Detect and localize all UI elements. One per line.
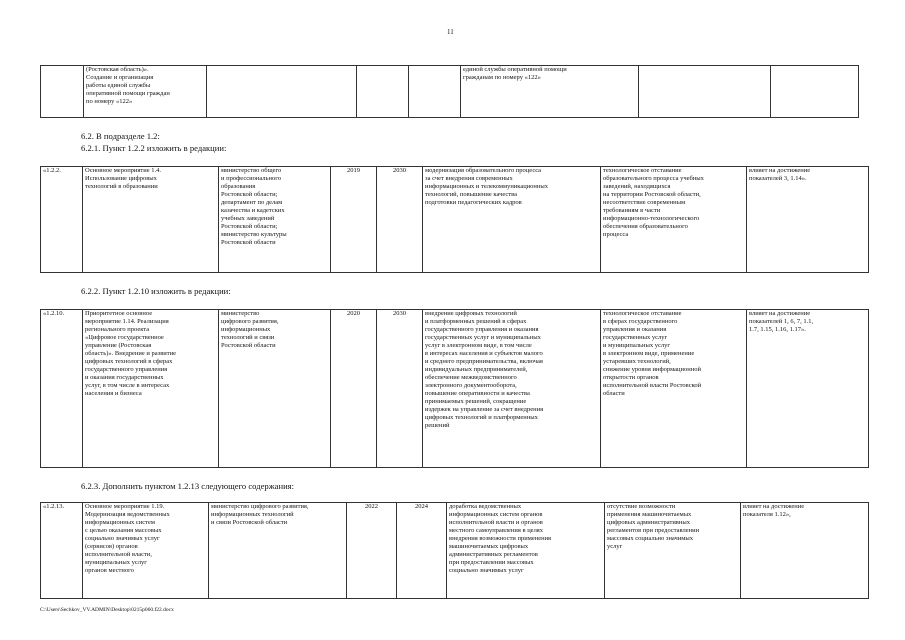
cell-link: влияет на достижение показателей 1, 6, 7, 1.1, 1.7, 1.15, 1.16, 1.17».	[747, 310, 869, 468]
cell-consequence: технологическое отставание образовательного процесса учебных заведений, находящихся на территории Ростовской области, несоответствие современным требованиям в части информационно-технологического обеспечения образовательного процесса	[601, 167, 747, 273]
cell-end-year: 2024	[397, 503, 447, 599]
cell-executor: министерство общего и профессионального образования Ростовской области; департамент по делам казачества и кадетских учебных заведений Ростовской области; министерство культуры Ростовской области	[219, 167, 331, 273]
cell-result: внедрение цифровых технологий и платформенных решений в сферах государственного управления и оказания государственных услуг и муниципальных услуг в электронном виде, в том числе в интересах населения и субъектов малого и среднего предпринимательства, включая индивидуальных предпринимателей, обеспечение межведомственного электронного документооборота, повышение оперативности и качества принимаемых решений, сокращение издержек на управление за счет внедрения цифровых технологий и платформенных решений	[423, 310, 601, 468]
table-row-1-2-10	[40, 309, 869, 468]
table-continuation	[40, 65, 859, 118]
cell-empty	[41, 66, 84, 118]
cell-name: Приоритетное основное мероприятие 1.14. Реализация регионального проекта «Цифровое государственное управление (Ростовская область)». Внедрение и развитие цифровых технологий в сферах государственного управления и оказания государственных услуг, в том числе в интересах населения и бизнеса	[83, 310, 219, 468]
heading-6-2-2: 6.2.2. Пункт 1.2.10 изложить в редакции:	[81, 286, 231, 296]
cell-number: «1.2.10.	[41, 310, 83, 468]
heading-6-2-1: 6.2.1. Пункт 1.2.2 изложить в редакции:	[81, 143, 227, 153]
cell-name: (Ростовская область)». Создание и организация работы единой службы оперативной помощи граждан по номеру «122»	[84, 66, 207, 118]
cell-start-year: 2019	[331, 167, 377, 273]
heading-6-2: 6.2. В подразделе 1.2:	[81, 131, 160, 141]
table-row-1-2-2	[40, 166, 869, 273]
cell-start-year: 2020	[331, 310, 377, 468]
cell-result: модернизация образовательного процесса за счет внедрения современных информационных и телекоммуникационных технологий, повышение качества подготовки педагогических кадров	[423, 167, 601, 273]
cell-consequence: отсутствие возможности применения машиночитаемых цифровых административных регламентов при предоставлении массовых социально значимых услуг	[605, 503, 741, 599]
cell-executor: министерство цифрового развития, информационных технологий и связи Ростовской области	[219, 310, 331, 468]
footer-file-path: C:\Users\Sechkov_VV.ADMIN\Desktop\0215p060.f22.docx	[40, 607, 174, 613]
heading-6-2-3: 6.2.3. Дополнить пунктом 1.2.13 следующего содержания:	[81, 481, 295, 491]
table-row	[41, 503, 869, 599]
cell-name: Основное мероприятие 1.4. Использование цифровых технологий в образовании	[83, 167, 219, 273]
cell-result: доработка ведомственных информационных систем органов исполнительной власти и органов местного самоуправления в целях внедрения возможности применения машиночитаемых цифровых административных регламентов при предоставлении массовых социально значимых услуг	[447, 503, 605, 599]
cell-result: единой службы оперативной помощи гражданам по номеру «122»	[461, 66, 639, 118]
cell-name: Основное мероприятие 1.19. Модернизация ведомственных информационных систем с целью оказания массовых социально значимых услуг (сервисов) органов исполнительной власти, муниципальных услуг органов местного	[83, 503, 209, 599]
table-row-1-2-13	[40, 502, 869, 599]
cell-start-year: 2022	[347, 503, 397, 599]
cell-link: влияет на достижение показателей 3, 1.14».	[747, 167, 869, 273]
cell-end-year: 2030	[377, 310, 423, 468]
table-row	[41, 310, 869, 468]
cell-consequence: технологическое отставание в сферах государственного управления и оказания государственных услуг и муниципальных услуг в электронном виде, применение устаревших технологий, снижение уровня информационной открытости органов исполнительной власти Ростовской области	[601, 310, 747, 468]
page-number: 11	[447, 28, 454, 36]
cell-executor: министерство цифрового развития, информационных технологий и связи Ростовской области	[209, 503, 347, 599]
cell-number: «1.2.2.	[41, 167, 83, 273]
cell-number: «1.2.13.	[41, 503, 83, 599]
cell-end-year: 2030	[377, 167, 423, 273]
table-row	[41, 167, 869, 273]
cell-link: влияет на достижение показателя 1.12»,	[741, 503, 869, 599]
